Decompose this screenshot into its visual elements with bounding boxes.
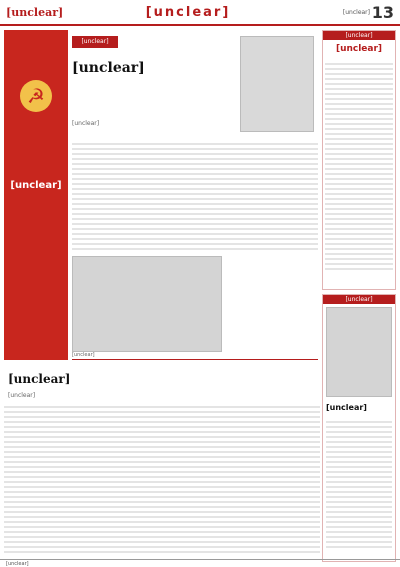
column-badge: [unclear]	[72, 36, 118, 48]
masthead	[0, 0, 400, 26]
lead-byline: [unclear]	[72, 120, 100, 127]
date-line: [unclear]	[342, 8, 370, 16]
second-byline: [unclear]	[8, 392, 36, 399]
lead-photo-caption: [unclear]	[72, 352, 95, 358]
second-headline: [unclear]	[8, 372, 71, 386]
second-article	[4, 366, 320, 562]
sidebar-badge: [unclear]	[323, 31, 395, 40]
second-body-text	[4, 403, 320, 553]
right-lower-body-text	[326, 418, 392, 548]
lead-photo	[72, 256, 222, 352]
lead-article	[72, 30, 318, 360]
right-lower-column	[322, 294, 396, 562]
right-lower-photo	[326, 307, 392, 397]
banner-title: [unclear]	[10, 180, 62, 191]
sidebar-headline: [unclear]	[335, 44, 383, 54]
page-number: 13	[371, 2, 394, 22]
party-emblem-icon: ☭	[20, 80, 52, 112]
right-lower-headline: [unclear]	[326, 403, 367, 412]
section-title: [unclear]	[145, 4, 231, 20]
lead-body-text	[72, 140, 318, 250]
sidebar-commentary	[322, 30, 396, 290]
page-footer: [unclear]	[0, 559, 400, 567]
portrait-photo	[240, 36, 314, 132]
paper-logo: [unclear]	[6, 5, 64, 19]
lead-headline: [unclear]	[72, 60, 145, 76]
right-lower-badge: [unclear]	[323, 295, 395, 304]
sidebar-body-text	[325, 60, 393, 270]
side-banner	[4, 30, 68, 360]
